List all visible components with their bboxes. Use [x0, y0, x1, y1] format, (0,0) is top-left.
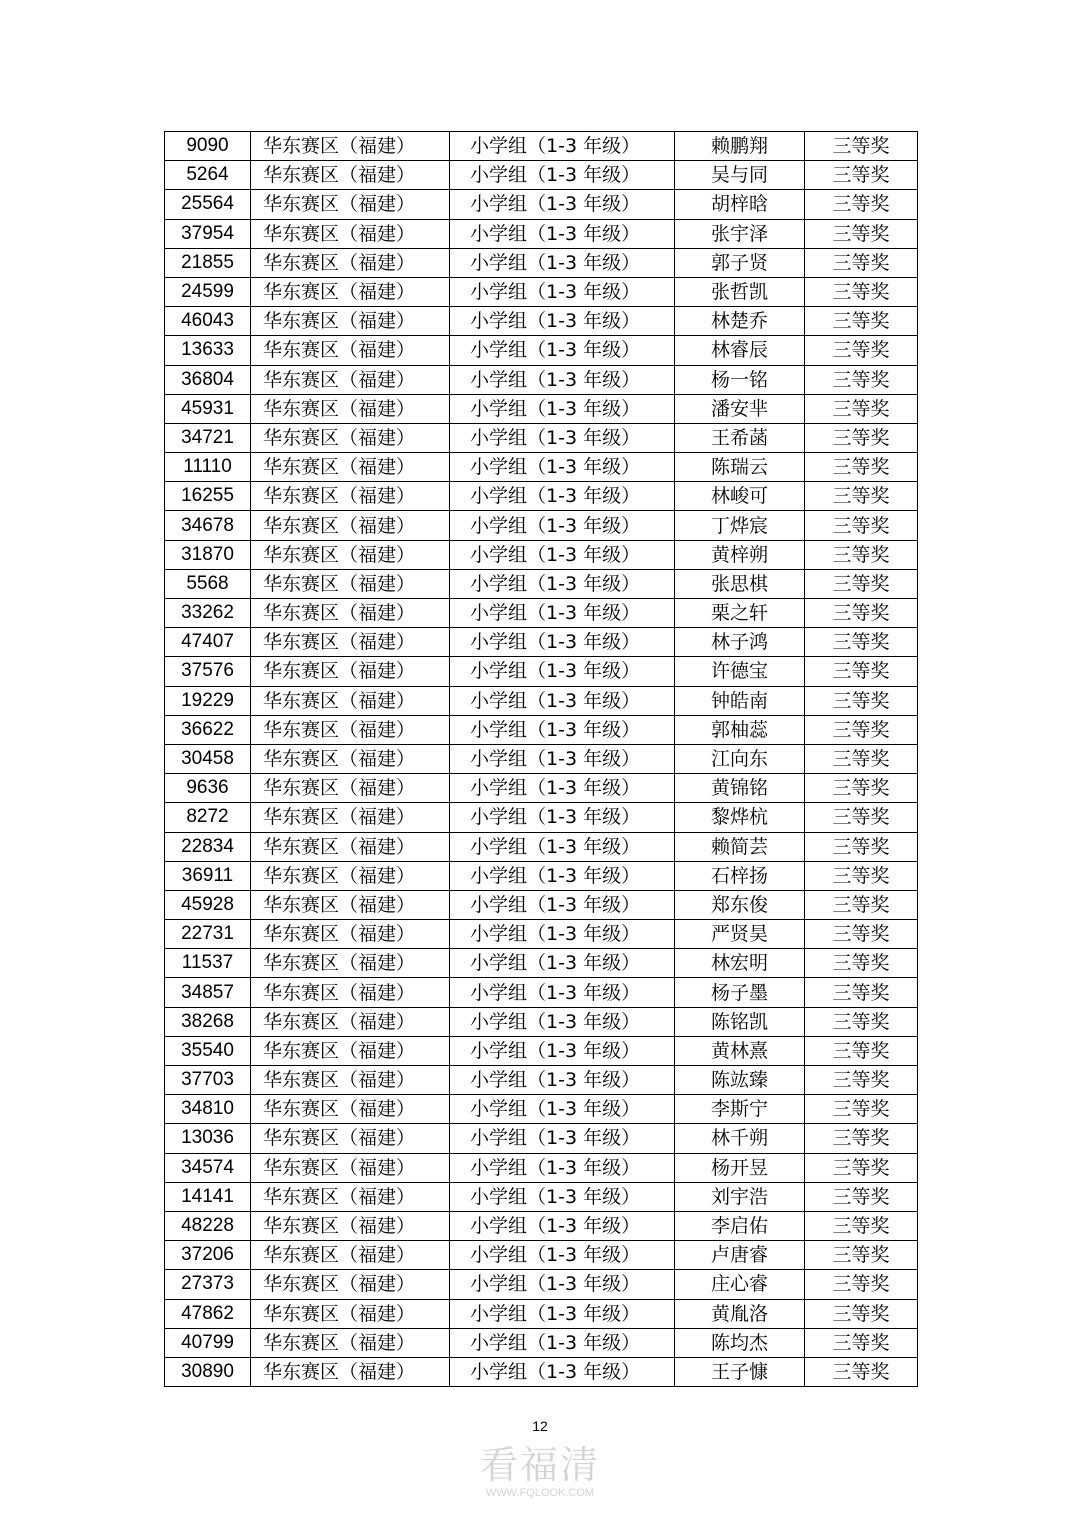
entry-id-cell: 34857 — [165, 978, 251, 1007]
group-cell: 小学组（1-3 年级） — [450, 132, 675, 161]
award-cell: 三等奖 — [805, 1095, 918, 1124]
group-cell: 小学组（1-3 年级） — [450, 394, 675, 423]
region-cell: 华东赛区（福建） — [251, 336, 450, 365]
student-name-cell: 黄胤洛 — [675, 1299, 805, 1328]
table-row — [165, 190, 918, 219]
award-cell: 三等奖 — [805, 1124, 918, 1153]
region-cell: 华东赛区（福建） — [251, 132, 450, 161]
award-cell: 三等奖 — [805, 744, 918, 773]
table-row — [165, 423, 918, 452]
group-cell: 小学组（1-3 年级） — [450, 599, 675, 628]
award-cell: 三等奖 — [805, 511, 918, 540]
region-cell: 华东赛区（福建） — [251, 774, 450, 803]
region-cell: 华东赛区（福建） — [251, 1036, 450, 1065]
award-cell: 三等奖 — [805, 132, 918, 161]
group-cell: 小学组（1-3 年级） — [450, 628, 675, 657]
table-row — [165, 307, 918, 336]
group-cell: 小学组（1-3 年级） — [450, 1211, 675, 1240]
table-row — [165, 920, 918, 949]
entry-id-cell: 34810 — [165, 1095, 251, 1124]
table-row — [165, 1095, 918, 1124]
group-cell: 小学组（1-3 年级） — [450, 1124, 675, 1153]
group-cell: 小学组（1-3 年级） — [450, 949, 675, 978]
award-cell: 三等奖 — [805, 336, 918, 365]
region-cell: 华东赛区（福建） — [251, 657, 450, 686]
entry-id-cell: 34721 — [165, 423, 251, 452]
region-cell: 华东赛区（福建） — [251, 1095, 450, 1124]
watermark-url: WWW.FQLOOK.COM — [485, 1487, 595, 1499]
award-cell: 三等奖 — [805, 248, 918, 277]
award-cell: 三等奖 — [805, 540, 918, 569]
region-cell: 华东赛区（福建） — [251, 890, 450, 919]
group-cell: 小学组（1-3 年级） — [450, 161, 675, 190]
group-cell: 小学组（1-3 年级） — [450, 511, 675, 540]
table-row — [165, 657, 918, 686]
award-cell: 三等奖 — [805, 307, 918, 336]
entry-id-cell: 31870 — [165, 540, 251, 569]
student-name-cell: 黄梓朔 — [675, 540, 805, 569]
table-row — [165, 1299, 918, 1328]
group-cell: 小学组（1-3 年级） — [450, 715, 675, 744]
table-row — [165, 628, 918, 657]
entry-id-cell: 9090 — [165, 132, 251, 161]
region-cell: 华东赛区（福建） — [251, 920, 450, 949]
region-cell: 华东赛区（福建） — [251, 161, 450, 190]
student-name-cell: 王希菡 — [675, 423, 805, 452]
student-name-cell: 钟皓南 — [675, 686, 805, 715]
award-cell: 三等奖 — [805, 949, 918, 978]
region-cell: 华东赛区（福建） — [251, 1153, 450, 1182]
region-cell: 华东赛区（福建） — [251, 832, 450, 861]
entry-id-cell: 48228 — [165, 1211, 251, 1240]
table-row — [165, 540, 918, 569]
watermark-text: 看福清 — [479, 1443, 600, 1487]
award-cell: 三等奖 — [805, 219, 918, 248]
award-cell: 三等奖 — [805, 1036, 918, 1065]
table-row — [165, 890, 918, 919]
entry-id-cell: 27373 — [165, 1270, 251, 1299]
award-cell: 三等奖 — [805, 599, 918, 628]
table-row — [165, 161, 918, 190]
table-row — [165, 1007, 918, 1036]
award-cell: 三等奖 — [805, 1007, 918, 1036]
table-row — [165, 744, 918, 773]
group-cell: 小学组（1-3 年级） — [450, 1036, 675, 1065]
table-row — [165, 1328, 918, 1357]
entry-id-cell: 21855 — [165, 248, 251, 277]
student-name-cell: 林睿辰 — [675, 336, 805, 365]
award-cell: 三等奖 — [805, 686, 918, 715]
region-cell: 华东赛区（福建） — [251, 219, 450, 248]
student-name-cell: 赖鹏翔 — [675, 132, 805, 161]
award-cell: 三等奖 — [805, 569, 918, 598]
student-name-cell: 丁烨宸 — [675, 511, 805, 540]
student-name-cell: 王子慷 — [675, 1357, 805, 1386]
region-cell: 华东赛区（福建） — [251, 978, 450, 1007]
entry-id-cell: 37954 — [165, 219, 251, 248]
award-cell: 三等奖 — [805, 1182, 918, 1211]
region-cell: 华东赛区（福建） — [251, 569, 450, 598]
entry-id-cell: 25564 — [165, 190, 251, 219]
student-name-cell: 严贤昊 — [675, 920, 805, 949]
student-name-cell: 杨开昱 — [675, 1153, 805, 1182]
entry-id-cell: 40799 — [165, 1328, 251, 1357]
table-row — [165, 774, 918, 803]
table-row — [165, 686, 918, 715]
region-cell: 华东赛区（福建） — [251, 1299, 450, 1328]
group-cell: 小学组（1-3 年级） — [450, 920, 675, 949]
region-cell: 华东赛区（福建） — [251, 949, 450, 978]
region-cell: 华东赛区（福建） — [251, 453, 450, 482]
table-row — [165, 978, 918, 1007]
entry-id-cell: 34574 — [165, 1153, 251, 1182]
page-number: 12 — [532, 1418, 548, 1434]
entry-id-cell: 22731 — [165, 920, 251, 949]
table-row — [165, 1270, 918, 1299]
student-name-cell: 黎烨杭 — [675, 803, 805, 832]
entry-id-cell: 22834 — [165, 832, 251, 861]
table-row — [165, 569, 918, 598]
group-cell: 小学组（1-3 年级） — [450, 336, 675, 365]
table-row — [165, 1066, 918, 1095]
group-cell: 小学组（1-3 年级） — [450, 540, 675, 569]
student-name-cell: 林宏明 — [675, 949, 805, 978]
region-cell: 华东赛区（福建） — [251, 423, 450, 452]
group-cell: 小学组（1-3 年级） — [450, 832, 675, 861]
student-name-cell: 郭子贤 — [675, 248, 805, 277]
entry-id-cell: 14141 — [165, 1182, 251, 1211]
region-cell: 华东赛区（福建） — [251, 715, 450, 744]
award-cell: 三等奖 — [805, 1299, 918, 1328]
student-name-cell: 江向东 — [675, 744, 805, 773]
region-cell: 华东赛区（福建） — [251, 365, 450, 394]
region-cell: 华东赛区（福建） — [251, 1357, 450, 1386]
group-cell: 小学组（1-3 年级） — [450, 1095, 675, 1124]
group-cell: 小学组（1-3 年级） — [450, 219, 675, 248]
region-cell: 华东赛区（福建） — [251, 277, 450, 306]
group-cell: 小学组（1-3 年级） — [450, 307, 675, 336]
award-cell: 三等奖 — [805, 715, 918, 744]
table-row — [165, 715, 918, 744]
group-cell: 小学组（1-3 年级） — [450, 1153, 675, 1182]
region-cell: 华东赛区（福建） — [251, 1007, 450, 1036]
group-cell: 小学组（1-3 年级） — [450, 1357, 675, 1386]
entry-id-cell: 36911 — [165, 861, 251, 890]
table-row — [165, 1357, 918, 1386]
student-name-cell: 郑东俊 — [675, 890, 805, 919]
watermark-logo — [440, 1444, 640, 1500]
entry-id-cell: 8272 — [165, 803, 251, 832]
award-cell: 三等奖 — [805, 978, 918, 1007]
table-row — [165, 1241, 918, 1270]
student-name-cell: 郭柚蕊 — [675, 715, 805, 744]
group-cell: 小学组（1-3 年级） — [450, 1182, 675, 1211]
entry-id-cell: 37576 — [165, 657, 251, 686]
student-name-cell: 张宇泽 — [675, 219, 805, 248]
awards-table-body — [165, 132, 918, 1387]
student-name-cell: 林峻可 — [675, 482, 805, 511]
entry-id-cell: 37703 — [165, 1066, 251, 1095]
group-cell: 小学组（1-3 年级） — [450, 657, 675, 686]
student-name-cell: 李启佑 — [675, 1211, 805, 1240]
entry-id-cell: 11537 — [165, 949, 251, 978]
award-cell: 三等奖 — [805, 1153, 918, 1182]
group-cell: 小学组（1-3 年级） — [450, 1328, 675, 1357]
entry-id-cell: 13633 — [165, 336, 251, 365]
award-cell: 三等奖 — [805, 861, 918, 890]
region-cell: 华东赛区（福建） — [251, 248, 450, 277]
entry-id-cell: 45928 — [165, 890, 251, 919]
table-row — [165, 1124, 918, 1153]
entry-id-cell: 46043 — [165, 307, 251, 336]
group-cell: 小学组（1-3 年级） — [450, 774, 675, 803]
student-name-cell: 石梓扬 — [675, 861, 805, 890]
region-cell: 华东赛区（福建） — [251, 686, 450, 715]
award-cell: 三等奖 — [805, 365, 918, 394]
table-row — [165, 511, 918, 540]
entry-id-cell: 5568 — [165, 569, 251, 598]
region-cell: 华东赛区（福建） — [251, 482, 450, 511]
student-name-cell: 许德宝 — [675, 657, 805, 686]
entry-id-cell: 30458 — [165, 744, 251, 773]
group-cell: 小学组（1-3 年级） — [450, 569, 675, 598]
table-row — [165, 277, 918, 306]
award-cell: 三等奖 — [805, 1211, 918, 1240]
region-cell: 华东赛区（福建） — [251, 1124, 450, 1153]
group-cell: 小学组（1-3 年级） — [450, 190, 675, 219]
entry-id-cell: 33262 — [165, 599, 251, 628]
award-cell: 三等奖 — [805, 1328, 918, 1357]
table-row — [165, 336, 918, 365]
group-cell: 小学组（1-3 年级） — [450, 890, 675, 919]
student-name-cell: 杨一铭 — [675, 365, 805, 394]
award-cell: 三等奖 — [805, 453, 918, 482]
award-cell: 三等奖 — [805, 1270, 918, 1299]
student-name-cell: 李斯宁 — [675, 1095, 805, 1124]
entry-id-cell: 45931 — [165, 394, 251, 423]
student-name-cell: 黄林熹 — [675, 1036, 805, 1065]
group-cell: 小学组（1-3 年级） — [450, 248, 675, 277]
group-cell: 小学组（1-3 年级） — [450, 1241, 675, 1270]
region-cell: 华东赛区（福建） — [251, 307, 450, 336]
entry-id-cell: 24599 — [165, 277, 251, 306]
table-row — [165, 949, 918, 978]
award-cell: 三等奖 — [805, 1241, 918, 1270]
table-row — [165, 482, 918, 511]
award-cell: 三等奖 — [805, 890, 918, 919]
region-cell: 华东赛区（福建） — [251, 1182, 450, 1211]
award-cell: 三等奖 — [805, 161, 918, 190]
table-row — [165, 803, 918, 832]
award-cell: 三等奖 — [805, 628, 918, 657]
region-cell: 华东赛区（福建） — [251, 861, 450, 890]
region-cell: 华东赛区（福建） — [251, 628, 450, 657]
award-cell: 三等奖 — [805, 190, 918, 219]
group-cell: 小学组（1-3 年级） — [450, 1270, 675, 1299]
award-cell: 三等奖 — [805, 657, 918, 686]
region-cell: 华东赛区（福建） — [251, 190, 450, 219]
entry-id-cell: 34678 — [165, 511, 251, 540]
entry-id-cell: 47407 — [165, 628, 251, 657]
region-cell: 华东赛区（福建） — [251, 599, 450, 628]
table-row — [165, 599, 918, 628]
group-cell: 小学组（1-3 年级） — [450, 277, 675, 306]
award-cell: 三等奖 — [805, 277, 918, 306]
award-cell: 三等奖 — [805, 394, 918, 423]
awards-table — [164, 131, 918, 1387]
group-cell: 小学组（1-3 年级） — [450, 1299, 675, 1328]
student-name-cell: 胡梓晗 — [675, 190, 805, 219]
entry-id-cell: 16255 — [165, 482, 251, 511]
entry-id-cell: 36804 — [165, 365, 251, 394]
region-cell: 华东赛区（福建） — [251, 394, 450, 423]
region-cell: 华东赛区（福建） — [251, 1066, 450, 1095]
table-row — [165, 861, 918, 890]
region-cell: 华东赛区（福建） — [251, 540, 450, 569]
student-name-cell: 刘宇浩 — [675, 1182, 805, 1211]
student-name-cell: 赖简芸 — [675, 832, 805, 861]
student-name-cell: 林子鸿 — [675, 628, 805, 657]
student-name-cell: 吴与同 — [675, 161, 805, 190]
student-name-cell: 黄锦铭 — [675, 774, 805, 803]
award-cell: 三等奖 — [805, 774, 918, 803]
table-row — [165, 1211, 918, 1240]
student-name-cell: 张思棋 — [675, 569, 805, 598]
award-cell: 三等奖 — [805, 920, 918, 949]
entry-id-cell: 35540 — [165, 1036, 251, 1065]
region-cell: 华东赛区（福建） — [251, 1211, 450, 1240]
table-row — [165, 248, 918, 277]
award-cell: 三等奖 — [805, 482, 918, 511]
table-row — [165, 1153, 918, 1182]
group-cell: 小学组（1-3 年级） — [450, 365, 675, 394]
region-cell: 华东赛区（福建） — [251, 1328, 450, 1357]
group-cell: 小学组（1-3 年级） — [450, 803, 675, 832]
group-cell: 小学组（1-3 年级） — [450, 861, 675, 890]
table-row — [165, 832, 918, 861]
entry-id-cell: 9636 — [165, 774, 251, 803]
region-cell: 华东赛区（福建） — [251, 803, 450, 832]
region-cell: 华东赛区（福建） — [251, 1270, 450, 1299]
entry-id-cell: 5264 — [165, 161, 251, 190]
student-name-cell: 庄心睿 — [675, 1270, 805, 1299]
student-name-cell: 陈均杰 — [675, 1328, 805, 1357]
group-cell: 小学组（1-3 年级） — [450, 978, 675, 1007]
group-cell: 小学组（1-3 年级） — [450, 1066, 675, 1095]
group-cell: 小学组（1-3 年级） — [450, 453, 675, 482]
entry-id-cell: 38268 — [165, 1007, 251, 1036]
table-row — [165, 219, 918, 248]
region-cell: 华东赛区（福建） — [251, 511, 450, 540]
student-name-cell: 林楚乔 — [675, 307, 805, 336]
group-cell: 小学组（1-3 年级） — [450, 686, 675, 715]
student-name-cell: 张哲凯 — [675, 277, 805, 306]
student-name-cell: 潘安芈 — [675, 394, 805, 423]
award-cell: 三等奖 — [805, 423, 918, 452]
entry-id-cell: 37206 — [165, 1241, 251, 1270]
award-cell: 三等奖 — [805, 1066, 918, 1095]
table-row — [165, 1036, 918, 1065]
table-row — [165, 1182, 918, 1211]
student-name-cell: 林千朔 — [675, 1124, 805, 1153]
award-cell: 三等奖 — [805, 1357, 918, 1386]
table-row — [165, 132, 918, 161]
student-name-cell: 栗之轩 — [675, 599, 805, 628]
entry-id-cell: 19229 — [165, 686, 251, 715]
entry-id-cell: 30890 — [165, 1357, 251, 1386]
group-cell: 小学组（1-3 年级） — [450, 1007, 675, 1036]
region-cell: 华东赛区（福建） — [251, 744, 450, 773]
entry-id-cell: 36622 — [165, 715, 251, 744]
student-name-cell: 陈竑臻 — [675, 1066, 805, 1095]
student-name-cell: 陈瑞云 — [675, 453, 805, 482]
award-cell: 三等奖 — [805, 832, 918, 861]
student-name-cell: 卢唐睿 — [675, 1241, 805, 1270]
award-cell: 三等奖 — [805, 803, 918, 832]
group-cell: 小学组（1-3 年级） — [450, 482, 675, 511]
group-cell: 小学组（1-3 年级） — [450, 744, 675, 773]
student-name-cell: 杨子墨 — [675, 978, 805, 1007]
entry-id-cell: 47862 — [165, 1299, 251, 1328]
group-cell: 小学组（1-3 年级） — [450, 423, 675, 452]
entry-id-cell: 13036 — [165, 1124, 251, 1153]
table-row — [165, 453, 918, 482]
region-cell: 华东赛区（福建） — [251, 1241, 450, 1270]
entry-id-cell: 11110 — [165, 453, 251, 482]
student-name-cell: 陈铭凯 — [675, 1007, 805, 1036]
table-row — [165, 394, 918, 423]
table-row — [165, 365, 918, 394]
